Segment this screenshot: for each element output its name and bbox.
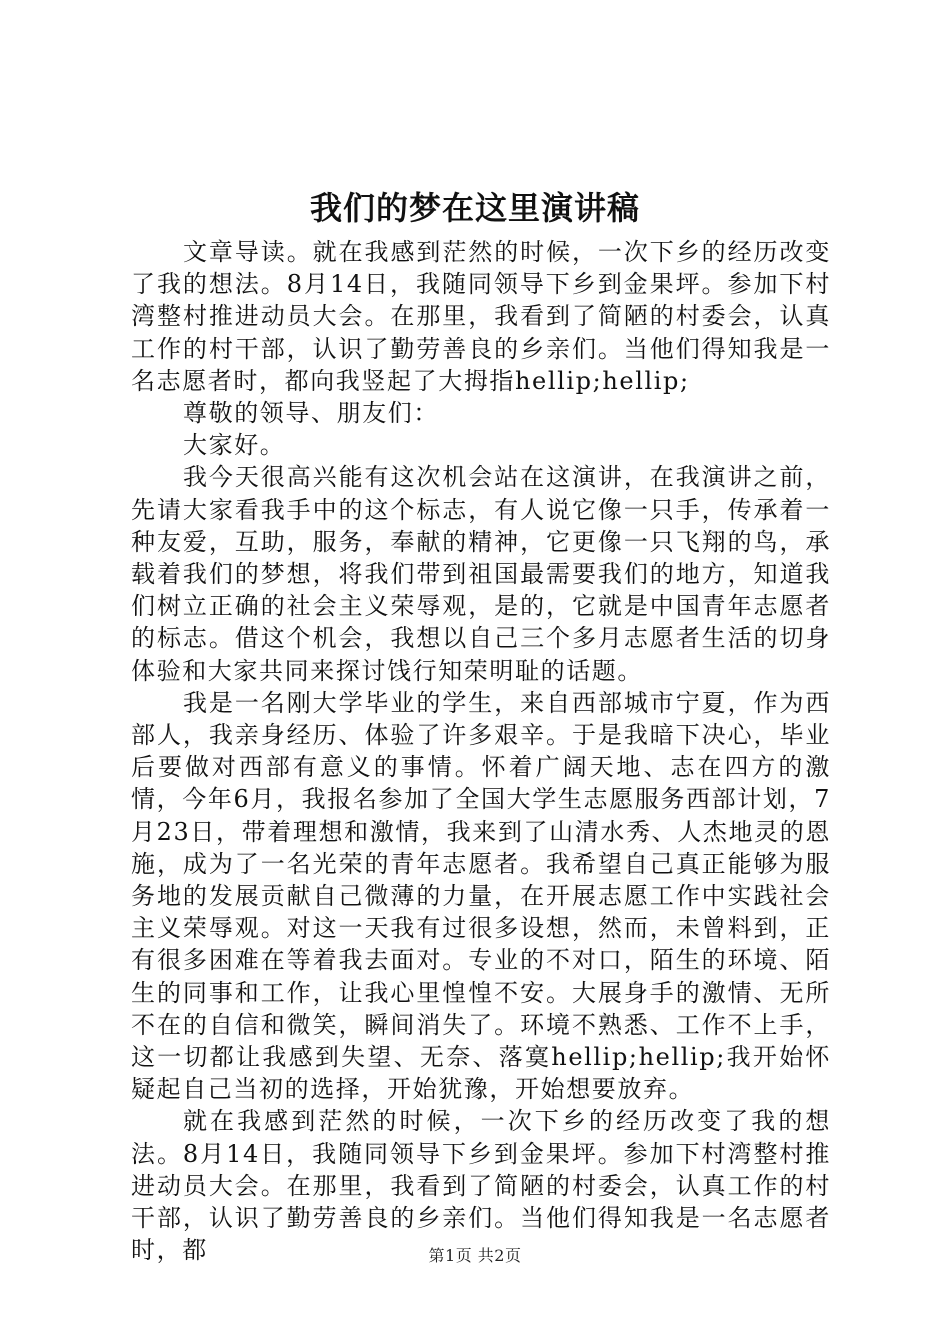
page-number-footer: 第1页 共2页 <box>428 1246 522 1265</box>
paragraph-turning-point: 就在我感到茫然的时候，一次下乡的经历改变了我的想法。8月14日，我随同领导下乡到金果坪。参加下村湾整村推进动员大会。在那里，我看到了简陋的村委会，认真工作的村干部，认识了勤劳善良的乡亲们。当他们得知我是一名志愿者时，都 <box>131 1107 831 1265</box>
document-title: 我们的梦在这里演讲稿 <box>309 189 640 227</box>
paragraph-emblem: 我今天很高兴能有这次机会站在这演讲，在我演讲之前，先请大家看我手中的这个标志，有人说它像一只手，传承着一种友爱，互助，服务，奉献的精神，它更像一只飞翔的鸟，承载着我们的梦想，将我们带到祖国最需要我们的地方，知道我们树立正确的社会主义荣辱观，是的，它就是中国青年志愿者的标志。借这个机会，我想以自己三个多月志愿者生活的切身体验和大家共同来探讨饯行知荣明耻的话题。 <box>131 463 831 685</box>
paragraph-experience: 我是一名刚大学毕业的学生，来自西部城市宁夏，作为西部人，我亲身经历、体验了许多艰辛。于是我暗下决心，毕业后要做对西部有意义的事情。怀着广阔天地、志在四方的激情，今年6月，我报名参加了全国大学生志愿服务西部计划，7月23日，带着理想和激情，我来到了山清水秀、人杰地灵的恩施，成为了一名光荣的青年志愿者。我希望自己真正能够为服务地的发展贡献自己微薄的力量，在开展志愿工作中实践社会主义荣辱观。对这一天我有过很多设想，然而，未曾料到，正有很多困难在等着我去面对。专业的不对口，陌生的环境、陌生的同事和工作，让我心里惶惶不安。大展身手的激情、无所不在的自信和微笑，瞬间消失了。环境不熟悉、工作不上手，这一切都让我感到失望、无奈、落寞hellip;hellip;我开始怀疑起自己当初的选择，开始犹豫，开始想要放弃。 <box>131 688 831 1104</box>
paragraph-intro: 文章导读。就在我感到茫然的时候，一次下乡的经历改变了我的想法。8月14日，我随同领导下乡到金果坪。参加下村湾整村推进动员大会。在那里，我看到了简陋的村委会，认真工作的村干部，认识了勤劳善良的乡亲们。当他们得知我是一名志愿者时，都向我竖起了大拇指hellip;hellip; <box>131 238 831 395</box>
paragraph-greeting: 大家好。 <box>183 431 286 460</box>
document-body <box>131 236 831 1267</box>
paragraph-salutation: 尊敬的领导、朋友们： <box>183 399 439 428</box>
